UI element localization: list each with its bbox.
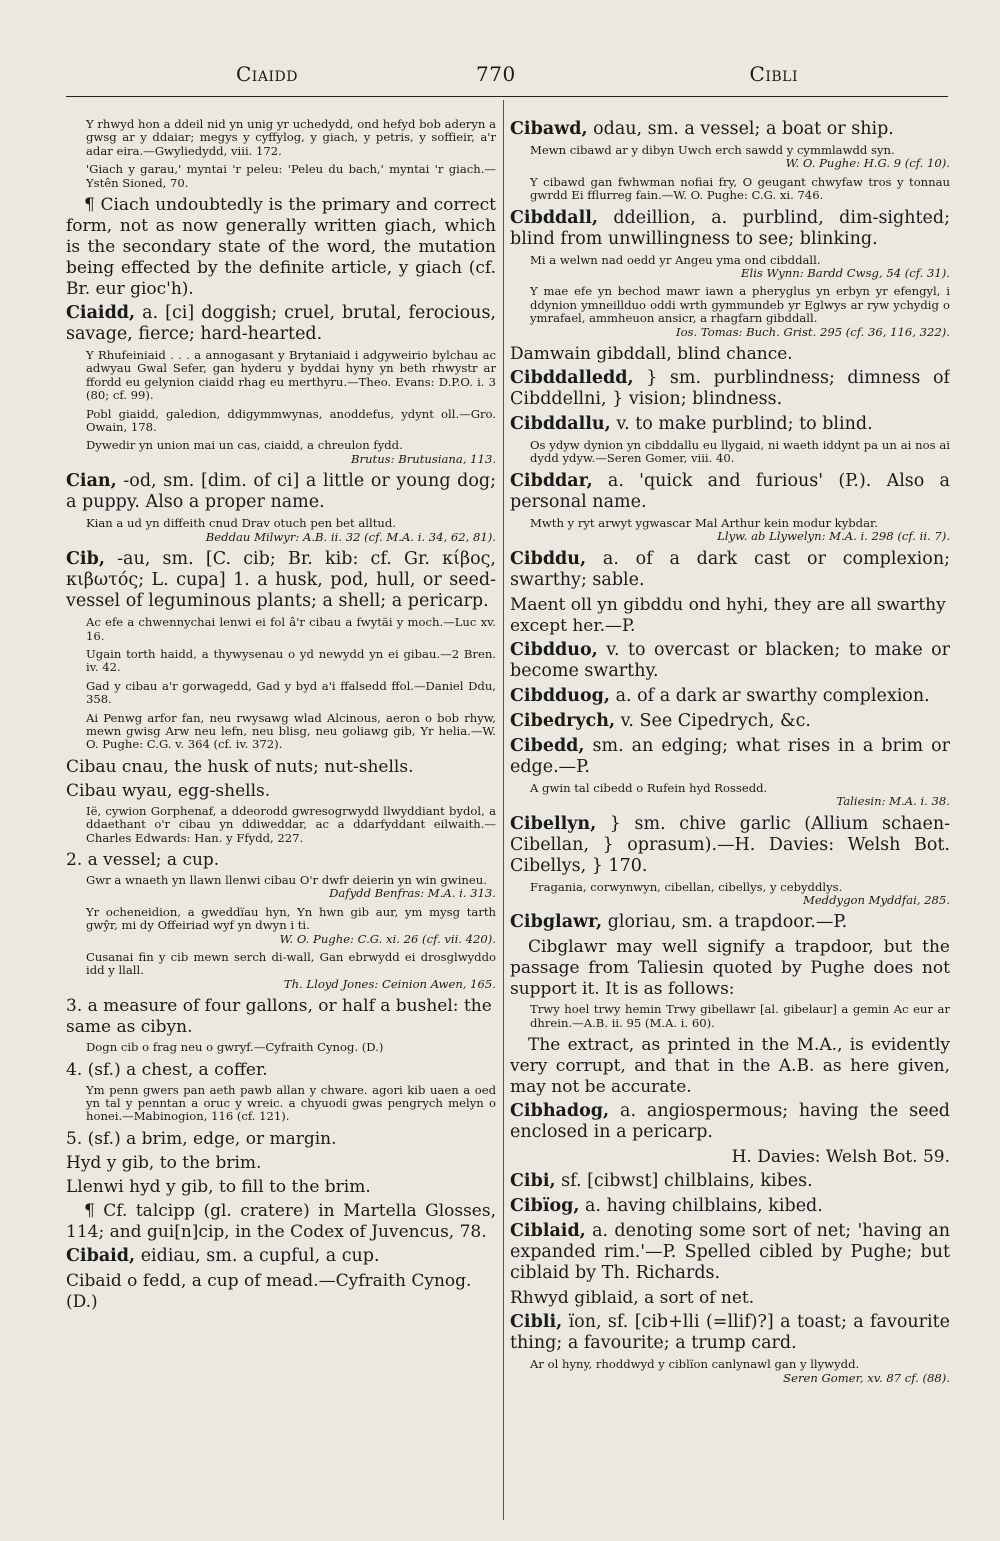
sense-definition (66, 781, 496, 802)
citation-quote (510, 176, 950, 203)
citation-quote-text: Os ydyw dynion yn cibddallu eu llygaid, ni waeth iddynt pa un ai nos ai dydd ydyw.—Seren Gomer, viii. 40. (530, 438, 950, 466)
page-header (66, 56, 948, 97)
citation-quote-text: Yr ocheneidion, a gweddïau hyn, Yn hwn gib aur, ym mysg tarth gwŷr, mi dy Offeiriad wyf yn dwyn i ti. (86, 904, 496, 933)
citation-quote-text: Dogn cib o frag neu o gwryf.—Cyfraith Cynog. (D.) (86, 1040, 384, 1055)
citation-quote-text: Gad y cibau a'r gorwagedd, Gad y byd a'i ffalsedd ffol.—Daniel Ddu, 358. (86, 678, 496, 707)
dictionary-entry-text: Cibhadog, a. angiospermous; having the seed enclosed in a pericarp. (510, 1101, 950, 1143)
citation-quote-text: Mwth y ryt arwyt ygwascar Mal Arthur kein modur kybdar. (530, 515, 878, 530)
citation-quote-text: A gwin tal cibedd o Rufein hyd Rossedd. (530, 780, 768, 795)
dictionary-entry-text: Cib, -au, sm. [C. cib; Br. kib: cf. Gr. κίβος, κιβωτός; L. cupa] 1. a husk, pod, hull, or seed-vessel of leguminous plants; a shell; a pericarp. (66, 549, 496, 612)
citation-quote (510, 782, 950, 809)
right-column (510, 116, 950, 1516)
citation-source: W. O. Pughe: H.G. 9 (cf. 10). (785, 156, 950, 171)
citation-quote-text: Y rhwyd hon a ddeil nid yn unig yr uchedydd, ond hefyd bob aderyn a gwsg ar y ddaiar; megys y cyffylog, y giach, y petris, y soffieir, a'r adar eira.—Gwyliedydd, viii. 172. (86, 117, 496, 158)
header-right-guideword: Cibli (749, 62, 798, 86)
citation-quote (66, 712, 496, 752)
sense-definition (510, 595, 950, 637)
column-divider (503, 100, 504, 1520)
dictionary-entry (510, 1221, 950, 1284)
sense-definition (66, 850, 496, 871)
header-left-guideword: Ciaidd (236, 62, 298, 86)
citation-source: Ios. Tomas: Buch. Grist. 295 (cf. 36, 116, 322). (676, 324, 950, 339)
citation-source: Beddau Milwyr: A.B. ii. 32 (cf. M.A. i. 34, 62, 81). (205, 529, 496, 544)
citation-quote (66, 616, 496, 643)
citation-quote (66, 874, 496, 901)
dictionary-entry-text: Cian, -od, sm. [dim. of ci] a little or young dog; a puppy. Also a proper name. (66, 471, 496, 513)
sense-definition-text: Cibau wyau, egg-shells. (66, 780, 271, 801)
citation-quote (66, 805, 496, 845)
citation-source-text: H. Davies: Welsh Bot. 59. (731, 1147, 950, 1168)
citation-quote-text: Fragania, corwynwyn, cibellan, cibellys, y cebyddlys. (530, 879, 843, 894)
sense-definition-text: Maent oll yn gibddu ond hyhi, they are all swarthy except her.—P. (510, 594, 946, 636)
citation-quote (66, 163, 496, 190)
dictionary-entry-text: Cibdduo, v. to overcast or blacken; to make or become swarthy. (510, 639, 950, 681)
citation-source: Brutus: Brutusiana, 113. (351, 451, 496, 466)
editorial-note-text: ¶ Ciach undoubtedly is the primary and correct form, not as now generally written giach, which is the secondary state of the word, the mutation being effected by the definite article, y giach (cf. Br. eur gioc'h). (66, 195, 496, 300)
dictionary-entry (510, 368, 950, 410)
dictionary-entry (510, 208, 950, 250)
citation-quote-text: Ugain torth haidd, a thywysenau o yd newydd yn ei gibau.—2 Bren. iv. 42. (86, 646, 496, 675)
sense-definition-text: Rhwyd giblaid, a sort of net. (510, 1288, 755, 1309)
dictionary-entry-text: Cibddu, a. of a dark cast or complexion; swarthy; sable. (510, 548, 950, 590)
citation-quote (510, 1358, 950, 1385)
dictionary-entry-text: Ciblaid, a. denoting some sort of net; 'having an expanded rim.'—P. Spelled cibled by Pughe; but ciblaid by Th. Richards. (510, 1221, 950, 1284)
citation-quote-text: Kian a ud yn diffeith cnud Drav otuch pen bet alltud. (86, 516, 396, 531)
citation-quote-text: Y Rhufeiniaid . . . a annogasant y Brytaniaid i adgyweirio bylchau ac adwyau Gwal Sefer, gan hyderu y byddai hyny yn beth rhwystr ar ffordd eu gelynion ciaidd rhag eu merthyru.—Theo. Evans: D.P.O. i. 3 (80; cf. 99). (86, 348, 496, 403)
editorial-note-text: ¶ Cf. talcipp (gl. cratere) in Martella Glosses, 114; and gui[n]cip, in the Codex of Juvencus, 78. (66, 1200, 496, 1242)
sense-definition-text: Hyd y gib, to the brim. (66, 1152, 262, 1173)
citation-source: Seren Gomer, xv. 87 cf. (88). (783, 1370, 950, 1385)
dictionary-entry (510, 912, 950, 933)
dictionary-entry-text: Cibddar, a. 'quick and furious' (P.). Also a personal name. (510, 470, 950, 512)
dictionary-entry-text: Ciaidd, a. [ci] doggish; cruel, brutal, ferocious, savage, fierce; hard-hearted. (66, 303, 496, 345)
citation-quote (66, 439, 496, 466)
dictionary-entry (510, 1171, 950, 1192)
dictionary-entry-text: Cibdduog, a. of a dark ar swarthy complexion. (510, 685, 930, 706)
sense-definition-text: Damwain gibddall, blind chance. (510, 344, 793, 365)
citation-quote-text: Mewn cibawd ar y dibyn Uwch erch sawdd y cymmlawdd syn. (530, 143, 895, 157)
left-column (66, 116, 496, 1516)
dictionary-entry (510, 1312, 950, 1354)
sense-definition-text: Cibau cnau, the husk of nuts; nut-shells. (66, 756, 414, 777)
citation-quote-text: Pobl giaidd, galedion, ddigymmwynas, anoddefus, ydynt oll.—Gro. Owain, 178. (86, 406, 496, 435)
citation-quote-text: Dywedir yn union mai un cas, ciaidd, a chreulon fydd. (86, 438, 403, 453)
editorial-note (510, 937, 950, 1000)
dictionary-entry (66, 549, 496, 612)
citation-quote (66, 680, 496, 707)
citation-quote (66, 1084, 496, 1124)
citation-quote (510, 254, 950, 281)
editorial-note (66, 1201, 496, 1243)
dictionary-entry (510, 414, 950, 435)
citation-quote-text: Ai Penwg arfor fan, neu rwysawg wlad Alcinous, aeron o bob rhyw, mewn gwisg Arw neu lefn, neu blisg, neu goliawg gib, Yr helia.—W. O. Pughe: C.G. v. 364 (cf. iv. 372). (86, 710, 496, 752)
citation-quote (66, 118, 496, 158)
citation-quote (66, 648, 496, 675)
citation-quote (66, 408, 496, 435)
citation-quote (66, 349, 496, 403)
sense-definition (66, 996, 496, 1038)
citation-source: Dafydd Benfras: M.A. i. 313. (329, 886, 496, 901)
dictionary-entry-text: Cibellyn, } sm. chive garlic (Allium schaen-Cibellan, } oprasum).—H. Davies: Welsh Bot. Cibellys, } 170. (510, 813, 950, 876)
sense-definition-text: Llenwi hyd y gib, to fill to the brim. (66, 1176, 371, 1197)
citation-source (510, 1147, 950, 1168)
citation-quote-text: Mi a welwn nad oedd yr Angeu yma ond cibddall. (530, 252, 821, 267)
citation-quote-text: Ym penn gwers pan aeth pawb allan y chware. agori kib uaen a oed yn tal y penntan a oruc y wreic. a chyuodi gwas pengrych melyn o honei.—Mabinogion, 116 (cf. 121). (86, 1082, 496, 1124)
citation-quote-text: Ar ol hyny, rhoddwyd y ciblïon canlynawl gan y llywydd. (530, 1357, 860, 1372)
dictionary-entry-text: Cibddalledd, } sm. purblindness; dimness of Cibddellni, } vision; blindness. (510, 368, 950, 410)
sense-definition-text: 2. a vessel; a cup. (66, 849, 220, 870)
sense-definition (66, 757, 496, 778)
sense-definition (66, 1060, 496, 1081)
citation-quote (66, 517, 496, 544)
dictionary-entry-text: Cibedd, sm. an edging; what rises in a brim or edge.—P. (510, 735, 950, 777)
dictionary-entry (510, 471, 950, 513)
dictionary-entry (510, 640, 950, 682)
sense-definition-text: 3. a measure of four gallons, or half a bushel: the same as cibyn. (66, 996, 492, 1038)
dictionary-entry-text: Cibedrych, v. See Cipedrych, &c. (510, 710, 811, 731)
dictionary-entry (510, 814, 950, 877)
citation-source: Elis Wynn: Bardd Cwsg, 54 (cf. 31). (741, 266, 950, 281)
dictionary-entry-text: Cibglawr, gloriau, sm. a trapdoor.—P. (510, 912, 848, 933)
citation-source: Taliesin: M.A. i. 38. (836, 794, 950, 809)
dictionary-entry (66, 303, 496, 345)
sense-definition-text: 4. (sf.) a chest, a coffer. (66, 1059, 268, 1080)
citation-quote (510, 881, 950, 908)
citation-quote-text: 'Giach y garau,' myntai 'r peleu: 'Peleu du bach,' myntai 'r giach.—Ystên Sioned, 70. (86, 162, 496, 190)
dictionary-entry-text: Cibli, ïon, sf. [cib+lli (=llif)?] a toast; a favourite thing; a favourite; a trump card. (510, 1312, 950, 1354)
sense-definition (66, 1177, 496, 1198)
dictionary-entry-text: Cibddallu, v. to make purblind; to blind. (510, 414, 873, 435)
citation-source: Meddygon Myddfai, 285. (802, 892, 950, 907)
citation-quote (510, 144, 950, 171)
dictionary-entry-text: Cibaid, eidiau, sm. a cupful, a cup. (66, 1245, 380, 1266)
sense-definition-text: 5. (sf.) a brim, edge, or margin. (66, 1128, 337, 1149)
dictionary-entry (510, 119, 950, 140)
citation-quote (66, 951, 496, 991)
citation-quote-text: Y mae efe yn bechod mawr iawn a pheryglus yn erbyn yr efengyl, i ddynion ymneillduo oddi wrth gymmundeb yr Eglwys ar ryw ychydig o ymrafael, ammheuon ansicr, a rhagfarn gibddall. (530, 284, 950, 326)
editorial-note (510, 1035, 950, 1098)
citation-quote (66, 906, 496, 946)
citation-source: Llyw. ab Llywelyn: M.A. i. 298 (cf. ii. 7). (717, 529, 950, 544)
dictionary-entry (510, 711, 950, 732)
citation-source: W. O. Pughe: C.G. xi. 26 (cf. vii. 420). (279, 931, 496, 946)
citation-source: Th. Lloyd Jones: Ceinion Awen, 165. (283, 976, 496, 991)
dictionary-entry (510, 1196, 950, 1217)
dictionary-entry-text: Cibddall, ddeillion, a. purblind, dim-sighted; blind from unwillingness to see; blinking. (510, 207, 950, 249)
sense-definition-text: Cibaid o fedd, a cup of mead.—Cyfraith Cynog. (D.) (66, 1270, 472, 1312)
citation-quote-text: Trwy hoel trwy hemin Trwy gibellawr [al. gibelaur] a gemin Ac eur ar dhrein.—A.B. ii. 95 (M.A. i. 60). (530, 1002, 950, 1030)
dictionary-entry-text: Cibawd, odau, sm. a vessel; a boat or ship. (510, 119, 894, 139)
citation-quote (510, 439, 950, 466)
citation-quote-text: Y cibawd gan fwhwman nofiai fry, O geugant chwyfaw tros y tonnau gwrdd Ei fflurreg fain.—W. O. Pughe: C.G. xi. 746. (530, 174, 950, 203)
sense-definition (510, 1288, 950, 1309)
editorial-note-text: The extract, as printed in the M.A., is evidently very corrupt, and that in the A.B. as here given, may not be accurate. (510, 1035, 950, 1098)
citation-quote-text: Cusanai fin y cib mewn serch di-wall, Gan ebrwydd ei drosglwyddo idd y llall. (86, 950, 496, 978)
dictionary-entry (510, 549, 950, 591)
citation-quote (510, 285, 950, 339)
dictionary-entry (510, 1101, 950, 1143)
sense-definition (510, 344, 950, 365)
dictionary-entry (510, 686, 950, 707)
sense-definition (66, 1271, 496, 1313)
citation-quote (510, 1003, 950, 1030)
editorial-note (66, 195, 496, 300)
dictionary-entry (510, 736, 950, 778)
citation-quote (510, 517, 950, 544)
editorial-note-text: Cibglawr may well signify a trapdoor, but the passage from Taliesin quoted by Pughe does not support it. It is as follows: (510, 937, 950, 1000)
dictionary-entry-text: Cibi, sf. [cibwst] chilblains, kibes. (510, 1171, 813, 1192)
citation-quote-text: Ac efe a chwennychai lenwi ei fol â'r cibau a fwytäi y moch.—Luc xv. 16. (86, 615, 496, 643)
dictionary-entry (66, 471, 496, 513)
citation-quote-text: Ië, cywion Gorphenaf, a ddeorodd gwresogrwydd llwyddiant bydol, a ddaethant o'r cibau yn ddiweddar, ac a ddarfyddant eilwaith.—Charles Edwards: Han. y Ffydd, 227. (86, 803, 496, 845)
citation-quote-text: Gwr a wnaeth yn llawn llenwi cibau O'r dwfr deierin yn win gwineu. (86, 872, 487, 887)
page-number: 770 (476, 62, 516, 86)
sense-definition (66, 1129, 496, 1150)
sense-definition (66, 1153, 496, 1174)
dictionary-entry (66, 1246, 496, 1267)
dictionary-entry-text: Cibïog, a. having chilblains, kibed. (510, 1196, 823, 1217)
citation-quote (66, 1041, 496, 1054)
